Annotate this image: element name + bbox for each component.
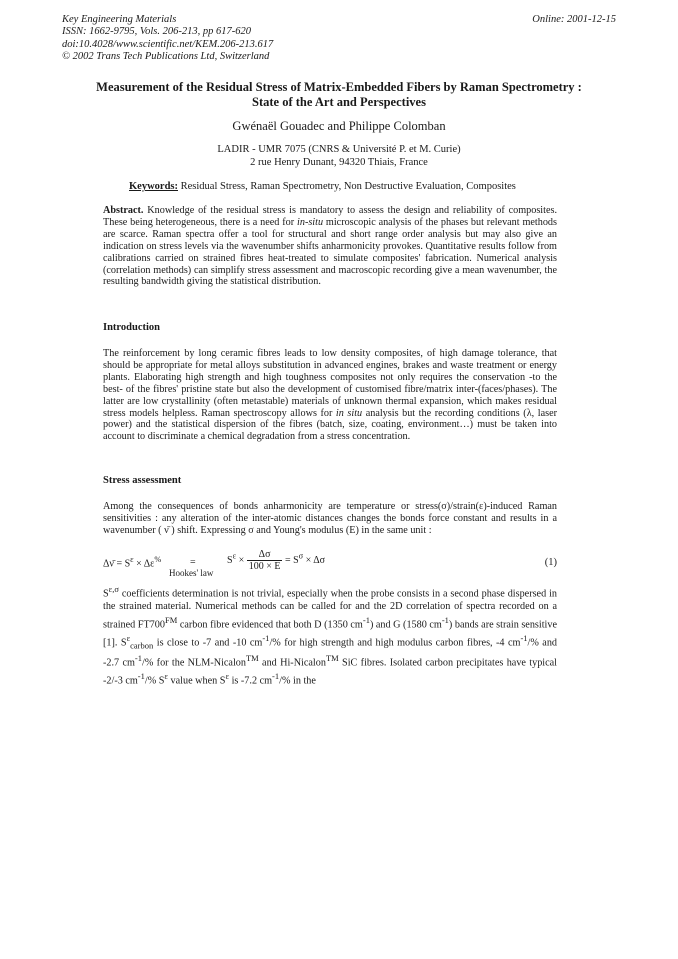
coefficients-paragraph <box>103 583 557 688</box>
abstract-paragraph <box>103 205 557 288</box>
affiliation <box>0 143 678 169</box>
keywords-label: Keywords: <box>129 181 178 192</box>
equation-1 <box>103 549 557 579</box>
introduction-emphasis: in situ <box>335 407 363 419</box>
p2-t8: /% and -2.7 cm <box>103 636 558 668</box>
p2-t5: ) bands are strain sensitive [1]. S <box>103 618 557 648</box>
eq-percent: % <box>154 555 162 564</box>
introduction-text-1: The reinforcement by long ceramic fibres leads to low density composites, of high damage tolerance, that should be appropriate for metal alloys substitution in advanced engines, brakes and waste treatment or energy plants. Elaborating high strength and high toughness composites not only requires the conservation -to the best- of the fibres' pristine state but also the development of customised fibre/matrix inter-(faces/phases). The latter are low crystallinity (often metastable) materials of unknown thermal expansion, which makes residual stress models helpless. Raman spectroscopy allows for <box>103 348 557 419</box>
affiliation-line-2: 2 rue Henry Dunant, 94320 Thiais, France <box>250 157 428 168</box>
p2-m2: -1 <box>441 614 449 625</box>
equation-fraction <box>247 549 283 572</box>
p2-m4: -1 <box>520 632 528 643</box>
p2-t1-sup: ε,σ <box>108 584 119 594</box>
eq-sup-eps: ε <box>130 555 134 564</box>
p2-t12: /% S <box>144 674 165 686</box>
p2-t15: /% in the <box>279 674 316 686</box>
p2-s-sub: carbon <box>130 639 154 650</box>
p2-t3: carbon fibre evidenced that both D (1350 cm <box>177 618 363 630</box>
paper-title: Measurement of the Residual Stress of Matrix-Embedded Fibers by Raman Spectrometry : State of the Art and Perspectives <box>96 80 582 109</box>
eq-numerator: Δσ <box>247 549 283 561</box>
p2-m3: -1 <box>262 632 270 643</box>
p2-s2-sup: ε <box>164 670 168 681</box>
copyright-line: © 2002 Trans Tech Publications Ltd, Switzerland <box>62 50 270 62</box>
p2-t14: is -7.2 cm <box>229 674 273 686</box>
eq-tail-1: = S <box>282 554 299 566</box>
p2-t2: coefficients determination is not trivial, especially when the probe consists in a second phase dispersed in the strained material. Numerical methods can be called for and the 2D correlation of spectra recorded on a strained FT700 <box>103 588 557 630</box>
p2-s3-sup: ε <box>225 670 230 681</box>
p2-tm1: TM <box>245 652 259 663</box>
p2-t10: and Hi-Nicalon <box>258 656 326 668</box>
equation-lhs <box>103 555 161 569</box>
eq-denominator: 100 × E <box>248 561 281 572</box>
equation-law-label: Hookes' law <box>169 568 214 578</box>
eq-rhs-s: S <box>227 554 233 566</box>
equation-rhs <box>227 549 325 572</box>
issn-line: ISSN: 1662-9795, Vols. 206-213, pp 617-620 <box>62 26 251 38</box>
p2-fm: FM <box>164 614 178 625</box>
introduction-paragraph <box>103 348 557 443</box>
abstract-label: Abstract. <box>103 205 144 216</box>
p2-t13: value when S <box>168 674 226 686</box>
p2-t4: ) and G (1580 cm <box>369 618 442 630</box>
p2-tm2: TM <box>325 652 339 663</box>
introduction-text-2: analysis but the recording conditions (λ, laser power) and the statistical dispersion of the fibres (batch, size, coating, environment…) must be taken into account to discriminate a chemical degradation from a stress concentration. <box>103 407 557 443</box>
abstract-text-1: Knowledge of the residual stress is mandatory to assess the design and reliability of composites. These being heterogeneous, there is a need for <box>103 205 557 228</box>
p2-m1: -1 <box>362 614 370 625</box>
online-date: Online: 2001-12-15 <box>532 14 616 25</box>
eq-rhs-times: × <box>236 554 247 566</box>
eq-tail-2: × Δσ <box>303 554 326 566</box>
p2-t6: is close to -7 and -10 cm <box>153 636 263 648</box>
journal-name: Key Engineering Materials <box>62 14 177 25</box>
abstract-text-2: microscopic analysis of the phases but relevant methods are scarce. Raman spectra offer a tool for structural and short range order analysis but may also give an indication on stress levels via the wavenumber shifts anharmonicity provokes. Quantitative results follow from calibrations carried on strained fibres heat-treated to simulate composites' fabrication. Numerical analysis (correlation methods) can simplify stress assessment and macroscopic recording give a mean wavenumber, the resulting bandwidth giving the statistical distribution. <box>103 216 557 288</box>
introduction-heading: Introduction <box>103 322 160 333</box>
p2-t11: SiC fibres. Isolated carbon precipitates have typical -2/-3 cm <box>103 656 558 686</box>
eq-sup-sigma: σ <box>298 551 304 561</box>
keywords-text: Residual Stress, Raman Spectrometry, Non Destructive Evaluation, Composites <box>178 181 516 192</box>
abstract-emphasis: in-situ <box>297 216 324 228</box>
keywords <box>129 181 516 192</box>
p2-t1: S <box>103 588 109 600</box>
doi-line: doi:10.4028/www.scientific.net/KEM.206-213.617 <box>62 38 274 50</box>
p2-m7: -1 <box>272 670 280 681</box>
p2-m6: -1 <box>137 670 145 681</box>
paper-authors: Gwénaël Gouadec and Philippe Colomban <box>232 119 446 133</box>
stress-paragraph: Among the consequences of bonds anharmonicity are temperature or stress(σ)/strain(ε)-induced Raman sensitivities : any alteration of the inter-atomic distances changes the bonds force constant and results in a wavenumber ( ν̄ ) shift. Expressing σ and Young's modulus (E) in the same unit : <box>103 501 557 536</box>
eq-lhs-text: Δν̄ = S <box>103 558 131 570</box>
p2-t7: /% for high strength and high modulus carbon fibres, -4 cm <box>269 636 521 648</box>
eq-rhs-sup: ε <box>232 551 237 561</box>
p2-m5: -1 <box>134 652 143 663</box>
p2-s-sup: ε <box>126 632 131 643</box>
journal-header <box>62 14 273 63</box>
stress-assessment-heading: Stress assessment <box>103 475 182 486</box>
affiliation-line-1: LADIR - UMR 7075 (CNRS & Université P. et M. Curie) <box>217 144 461 155</box>
equation-number: (1) <box>544 557 557 568</box>
equation-equals: = <box>190 557 196 568</box>
eq-mid: × Δε <box>133 558 155 570</box>
p2-t9: /% for the NLM-Nicalon <box>142 656 246 668</box>
